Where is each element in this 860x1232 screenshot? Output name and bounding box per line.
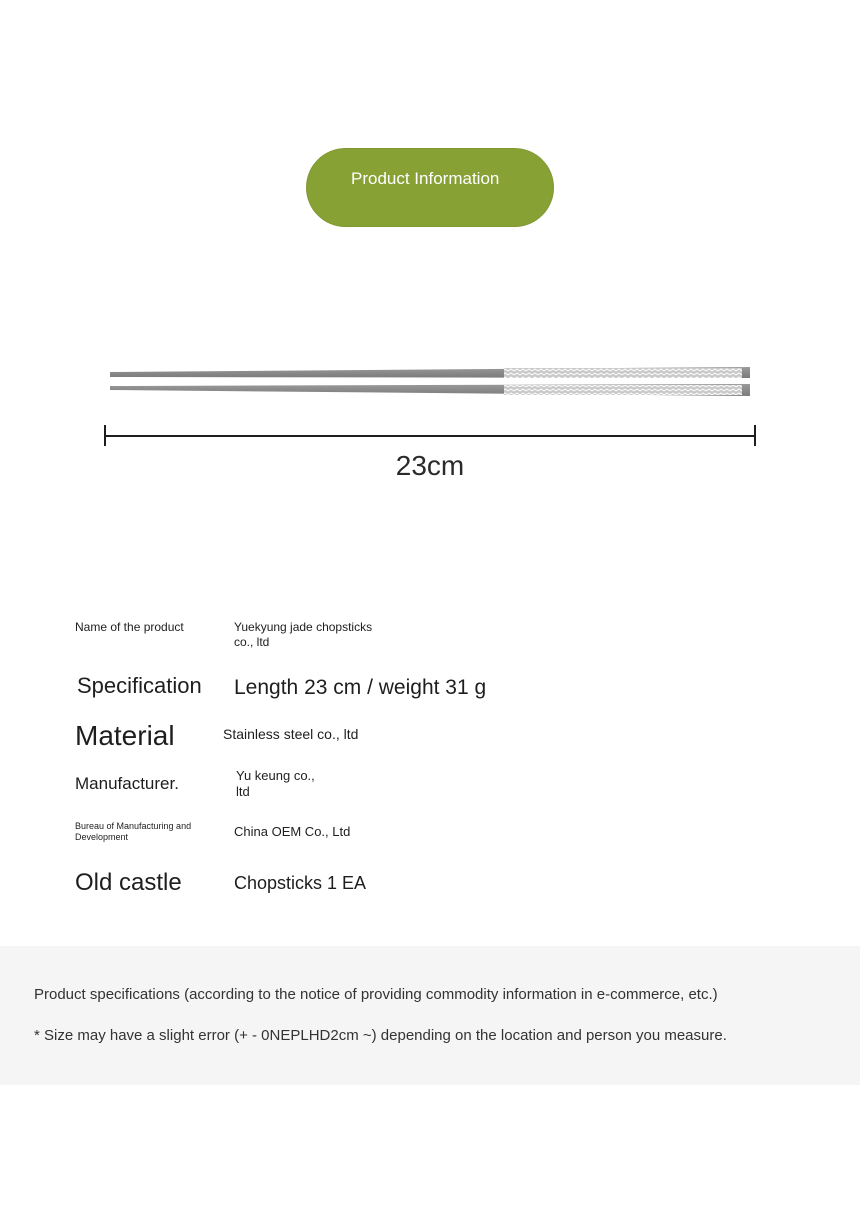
spec-value-material: Stainless steel co., ltd <box>223 726 359 742</box>
chopstick-bottom <box>110 384 750 396</box>
length-dimension-label: 23cm <box>395 450 465 481</box>
spec-value-specification: Length 23 cm / weight 31 g <box>234 676 487 699</box>
chopsticks-image <box>100 360 760 404</box>
note-size-error: * Size may have a slight error (+ - 0NEPLHD2cm ~) depending on the location and person you measure. <box>34 1027 727 1044</box>
spec-label-product-name: Name of the product <box>75 620 184 634</box>
spec-value-bureau: China OEM Co., Ltd <box>234 824 351 839</box>
dimension-ruler <box>100 420 760 450</box>
spec-label-material: Material <box>75 720 175 751</box>
spec-value-old-castle: Chopsticks 1 EA <box>234 873 367 893</box>
spec-label-bureau: Bureau of Manufacturing and Development <box>75 821 192 842</box>
spec-value-product-name: Yuekyung jade chopsticks co., ltd <box>234 620 373 649</box>
product-information-badge <box>306 148 554 227</box>
note-specifications: Product specifications (according to the notice of providing commodity information in e-commerce, etc.) <box>34 986 718 1003</box>
spec-label-manufacturer: Manufacturer. <box>75 774 179 793</box>
chopstick-top <box>110 367 750 378</box>
spec-label-specification: Specification <box>77 673 202 698</box>
spec-label-old-castle: Old castle <box>75 869 182 896</box>
spec-value-manufacturer: Yu keung co., ltd <box>236 768 315 799</box>
notes-section <box>0 946 860 1085</box>
badge-title: Product Information <box>351 169 500 188</box>
